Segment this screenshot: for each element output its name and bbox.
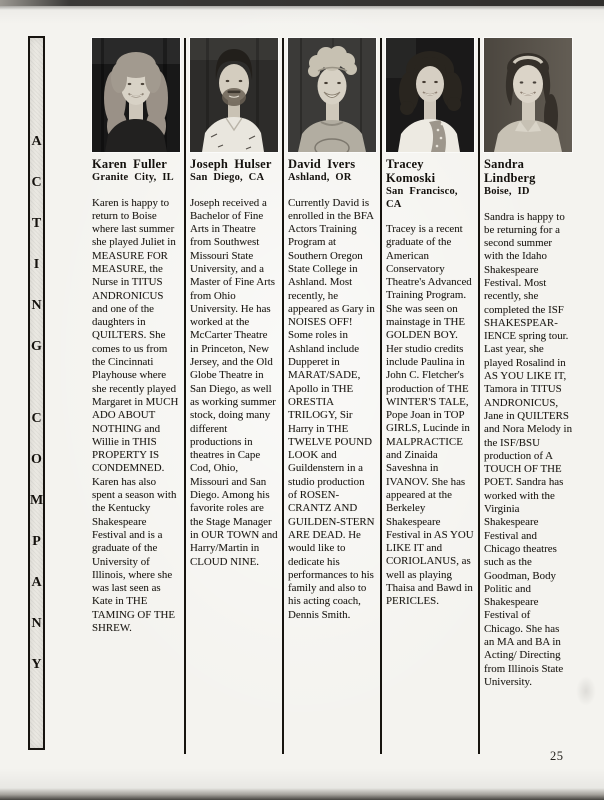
banner-letter: I (33, 257, 40, 272)
member-bio: Tracey is a recent graduate of the American Conservatory Theatre's Advanced Training Program. She was seen on mainstage in THE GOLDEN BOY. Her studio credits include Paulina in John C. Fletcher's production of THE WINTER'S TALE, Pope Joan in TOP GIRLS, Lucinde in MALPRACTICE and Zinaida Saveshna in IVANOV. She has appeared at the Berkeley Shakespeare Festival in AS YOU LIKE IT and CORIOLANUS, as well as playing Thaisa and Bawd in PERICLES. (386, 223, 474, 608)
member-name: Sandra Lindberg (484, 157, 536, 185)
page-top-edge-fade (0, 6, 604, 10)
banner-letter: Y (31, 657, 42, 672)
member-location: San Francisco, CA (386, 186, 458, 210)
member-column-joseph-hulser (190, 36, 278, 569)
member-bio: Sandra is happy to be returning for a second summer with the Idaho Shakespeare Festival. Most recently, she completed the ISF SHAKESPEAR-IENCE spring tour. Last year, she played Rosalind in AS YOU LIKE IT, Tamora in TITUS ANDRONICUS, Jane in QUILTERS and Nora Melody in the ISF/BSU production of A TOUCH OF THE POET. Sandra has worked with the Virginia Shakespeare Festival and Chicago theatres such as the Goodman, Body Politic and Shakespeare Festival of Chicago. She has an MA and BA in Acting/ Directing from Illinois State University. (484, 210, 573, 688)
member-name: Karen Fuller (92, 157, 167, 171)
headshot-joseph-hulser (190, 38, 278, 152)
headshot-karen-fuller (92, 38, 180, 152)
member-bio: Karen is happy to return to Boise where last summer she played Juliet in MEASURE FOR MEASURE, the Nurse in TITUS ANDRONICUS and one of the daughters in QUILTERS. She comes to us from the Cincinnati Playhouse where she recently played Margaret in MUCH ADO ABOUT NOTHING and Willie in THIS PROPERTY IS CONDEMNED. Karen has also spent a season with the Kentucky Shakespeare Festival and is a graduate of the University of Illinois, where she was last seen as Kate in THE TAMING OF THE SHREW. (92, 196, 179, 634)
member-name: David Ivers (288, 157, 356, 171)
banner-letter: C (31, 175, 42, 190)
column-divider (478, 38, 480, 754)
acting-company-vertical-banner (28, 36, 45, 750)
member-location: San Diego, CA (190, 172, 265, 183)
banner-letter: C (31, 411, 42, 426)
scan-smudge-artifact (576, 676, 596, 706)
headshot-tracey-komoski (386, 38, 474, 152)
banner-letter: A (31, 134, 42, 149)
member-location: Boise, ID (484, 186, 530, 197)
page-bottom-edge-shadow (0, 788, 604, 800)
banner-letter: T (31, 216, 42, 231)
member-name: Tracey Komoski (386, 157, 436, 185)
member-location: Ashland, OR (288, 172, 352, 183)
member-column-david-ivers (288, 36, 376, 622)
column-divider (184, 38, 186, 754)
banner-letter: P (32, 534, 41, 549)
banner-letter: M (30, 493, 44, 508)
member-bio: Joseph received a Bachelor of Fine Arts in Theatre from Southwest Missouri State University, and a Master of Fine Arts from Ohio University. He has worked at the McCarter Theatre in Princeton, New Jersey, and the Old Globe Theatre in San Diego, as well as working summer stock, doing many different productions in theatres in Cape Cod, Ohio, Missouri and San Diego. Among his favorite roles are the Stage Manager in OUR TOWN and Harry/Martin in CLOUD NINE. (190, 196, 278, 568)
banner-letter: N (31, 298, 42, 313)
column-divider (282, 38, 284, 754)
banner-letter: A (31, 575, 42, 590)
headshot-sandra-lindberg (484, 38, 572, 152)
banner-letter: N (31, 616, 42, 631)
company-members-grid (92, 36, 572, 754)
banner-letter: G (31, 339, 42, 354)
member-column-tracey-komoski (386, 36, 474, 609)
member-name: Joseph Hulser (190, 157, 272, 171)
column-divider (380, 38, 382, 754)
headshot-david-ivers (288, 38, 376, 152)
member-bio: Currently David is enrolled in the BFA Actors Training Program at Southern Oregon State College in Ashland. Most recently, he appeared as Gary in NOISES OFF! Some roles in Ashland include Dupperet in MARAT/SADE, Apollo in THE ORESTIA TRILOGY, Sir Harry in THE TWELVE POUND LOOK and Guildenstern in a studio production of ROSEN-CRANTZ AND GUILDEN-STERN ARE DEAD. He would like to dedicate his performances to his family and also to his acting coach, Dennis Smith. (288, 196, 375, 621)
page-number: 25 (550, 749, 564, 763)
member-column-karen-fuller (92, 36, 180, 635)
banner-letter: O (31, 452, 42, 467)
member-column-sandra-lindberg (484, 36, 572, 689)
member-location: Granite City, IL (92, 172, 174, 183)
